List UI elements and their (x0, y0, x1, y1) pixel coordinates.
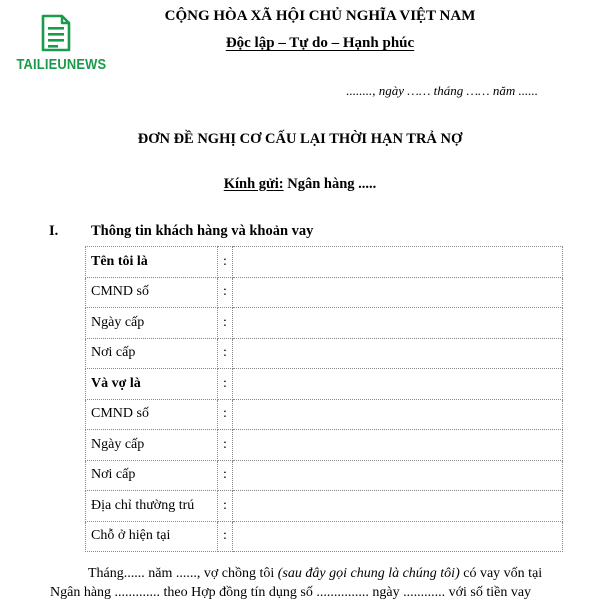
section-title: Thông tin khách hàng và khoản vay (91, 223, 314, 239)
section-number: I. (49, 223, 59, 239)
info-row (86, 399, 563, 430)
info-row-colon: : (218, 460, 233, 491)
recipient-label: Kính gửi: (223, 176, 284, 192)
info-row-colon: : (218, 369, 233, 400)
info-row (86, 491, 563, 522)
info-row-label: Tên tôi là (86, 247, 218, 278)
paragraph-line-1-italic: (sau đây gọi chung là chúng tôi) (277, 566, 460, 581)
info-row (86, 277, 563, 308)
info-row-label: Địa chỉ thường trú (86, 491, 218, 522)
national-title: CỘNG HÒA XÃ HỘI CHỦ NGHĨA VIỆT NAM (164, 8, 476, 24)
info-row-label: CMND số (86, 399, 218, 430)
info-row (86, 308, 563, 339)
info-row-value (233, 277, 563, 308)
info-row-colon: : (218, 430, 233, 461)
info-row-colon: : (218, 338, 233, 369)
motto (0, 35, 600, 52)
date-line: ........, ngày …… tháng …… năm ...... (346, 83, 538, 98)
info-row-label: Nơi cấp (86, 338, 218, 369)
paragraph-line-1 (50, 564, 566, 583)
logo-text: TAILIEUNEWS (16, 56, 107, 73)
info-row-colon: : (218, 277, 233, 308)
info-row-value (233, 521, 563, 552)
info-row-label: Ngày cấp (86, 430, 218, 461)
info-row (86, 430, 563, 461)
info-row-label: Chỗ ở hiện tại (86, 521, 218, 552)
info-row-value (233, 399, 563, 430)
info-row-label: Ngày cấp (86, 308, 218, 339)
info-row-value (233, 247, 563, 278)
recipient-line (0, 176, 600, 193)
info-row (86, 460, 563, 491)
info-row (86, 247, 563, 278)
info-row-value (233, 430, 563, 461)
info-row-colon: : (218, 399, 233, 430)
info-row-label: Nơi cấp (86, 460, 218, 491)
document-title: ĐƠN ĐỀ NGHỊ CƠ CẤU LẠI THỜI HẠN TRẢ NỢ (137, 131, 463, 147)
paragraph-line-1-start: Tháng...... năm ......, vợ chồng tôi (88, 566, 278, 581)
info-row-colon: : (218, 308, 233, 339)
info-row (86, 338, 563, 369)
info-row-value (233, 460, 563, 491)
info-row-value (233, 308, 563, 339)
paragraph-line-1-end: có vay vốn tại (459, 566, 543, 581)
info-row-value (233, 369, 563, 400)
info-row-colon: : (218, 247, 233, 278)
info-row-colon: : (218, 521, 233, 552)
loan-paragraph (50, 564, 566, 602)
info-row (86, 369, 563, 400)
info-row (86, 521, 563, 552)
motto-text: Độc lập – Tự do – Hạnh phúc (225, 35, 415, 51)
info-row-value (233, 338, 563, 369)
info-row-label: CMND số (86, 277, 218, 308)
info-row-label: Và vợ là (86, 369, 218, 400)
recipient-value: Ngân hàng ..... (287, 176, 377, 192)
info-row-colon: : (218, 491, 233, 522)
customer-info-table (85, 246, 563, 552)
paragraph-line-2: Ngân hàng ............. theo Hợp đồng tín dụng số ............... ngày ............ với số tiền vay (50, 585, 532, 600)
info-row-value (233, 491, 563, 522)
